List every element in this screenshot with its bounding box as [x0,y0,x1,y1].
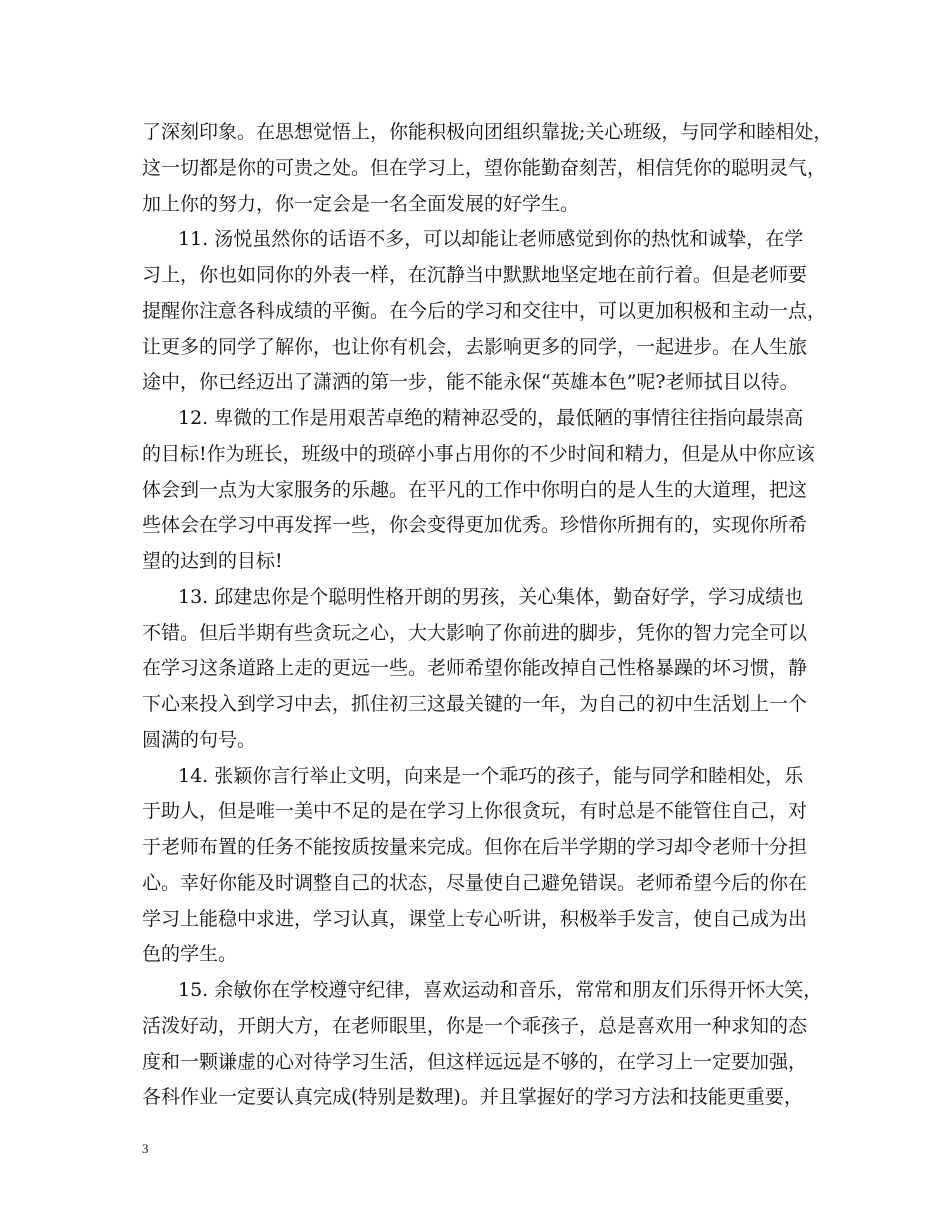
text-line: 圆满的句号。 [142,729,257,751]
text-line: 色的学生。 [142,943,238,965]
text-line: 下心来投入到学习中去，抓住初三这最关键的一年，为自己的初中生活划上一个 [142,693,808,715]
text-line: 加上你的努力，你一定会是一名全面发展的好学生。 [142,193,580,215]
text-line: 了深刻印象。在思想觉悟上，你能积极向团组织靠拢;关心班级，与同学和睦相处， [142,121,833,143]
text-line: 体会到一点为大家服务的乐趣。在平凡的工作中你明白的是人生的大道理，把这 [142,479,808,501]
text-line: 活泼好动，开朗大方，在老师眼里，你是一个乖孩子，总是喜欢用一种求知的态 [142,1015,808,1037]
paragraph-13-first-line: 13. 邱建忠你是个聪明性格开朗的男孩，关心集体，勤奋好学，学习成绩也 [178,586,804,608]
text-line: 度和一颗谦虚的心对待学习生活，但这样远远是不够的，在学习上一定要加强， [142,1051,808,1073]
text-line: 让更多的同学了解你，也让你有机会，去影响更多的同学，一起进步。在人生旅 [142,336,808,358]
text-line: 的目标!作为班长，班级中的琐碎小事占用你的不少时间和精力，但是从中你应该 [142,443,815,465]
text-line: 这一切都是你的可贵之处。但在学习上，望你能勤奋刻苦，相信凭你的聪明灵气， [142,157,827,179]
paragraph-12-first-line: 12. 卑微的工作是用艰苦卓绝的精神忍受的，最低陋的事情往往指向最崇高 [178,407,804,429]
text-line: 心。幸好你能及时调整自己的状态，尽量使自己避免错误。老师希望今后的你在 [142,872,808,894]
text-line: 于老师布置的任务不能按质按量来完成。但你在后半学期的学习却令老师十分担 [142,836,808,858]
paragraph-11-first-line: 11. 汤悦虽然你的话语不多，可以却能让老师感觉到你的热忱和诚挚，在学 [178,228,804,250]
paragraph-15-first-line: 15. 余敏你在学校遵守纪律，喜欢运动和音乐，常常和朋友们乐得开怀大笑， [178,979,823,1001]
text-line: 途中，你已经迈出了潇洒的第一步，能不能永保“英雄本色”呢?老师拭目以待。 [142,371,799,393]
text-line: 学习上能稳中求进，学习认真，课堂上专心听讲，积极举手发言，使自己成为出 [142,908,808,930]
paragraph-14-first-line: 14. 张颖你言行举止文明，向来是一个乖巧的孩子，能与同学和睦相处，乐 [178,765,804,787]
text-line: 不错。但后半期有些贪玩之心，大大影响了你前进的脚步，凭你的智力完全可以 [142,622,808,644]
text-line: 在学习这条道路上走的更远一些。老师希望你能改掉自己性格暴躁的坏习惯，静 [142,657,808,679]
text-line: 望的达到的目标! [142,550,283,572]
text-line: 习上，你也如同你的外表一样，在沉静当中默默地坚定地在前行着。但是老师要 [142,264,808,286]
text-line: 各科作业一定要认真完成(特别是数理)。并且掌握好的学习方法和技能更重要， [142,1086,803,1108]
page-number: 3 [142,1141,149,1156]
text-line: 于助人，但是唯一美中不足的是在学习上你很贪玩，有时总是不能管住自己，对 [142,800,808,822]
text-line: 提醒你注意各科成绩的平衡。在今后的学习和交往中，可以更加积极和主动一点， [142,300,827,322]
text-line: 些体会在学习中再发挥一些，你会变得更加优秀。珍惜你所拥有的，实现你所希 [142,514,808,536]
